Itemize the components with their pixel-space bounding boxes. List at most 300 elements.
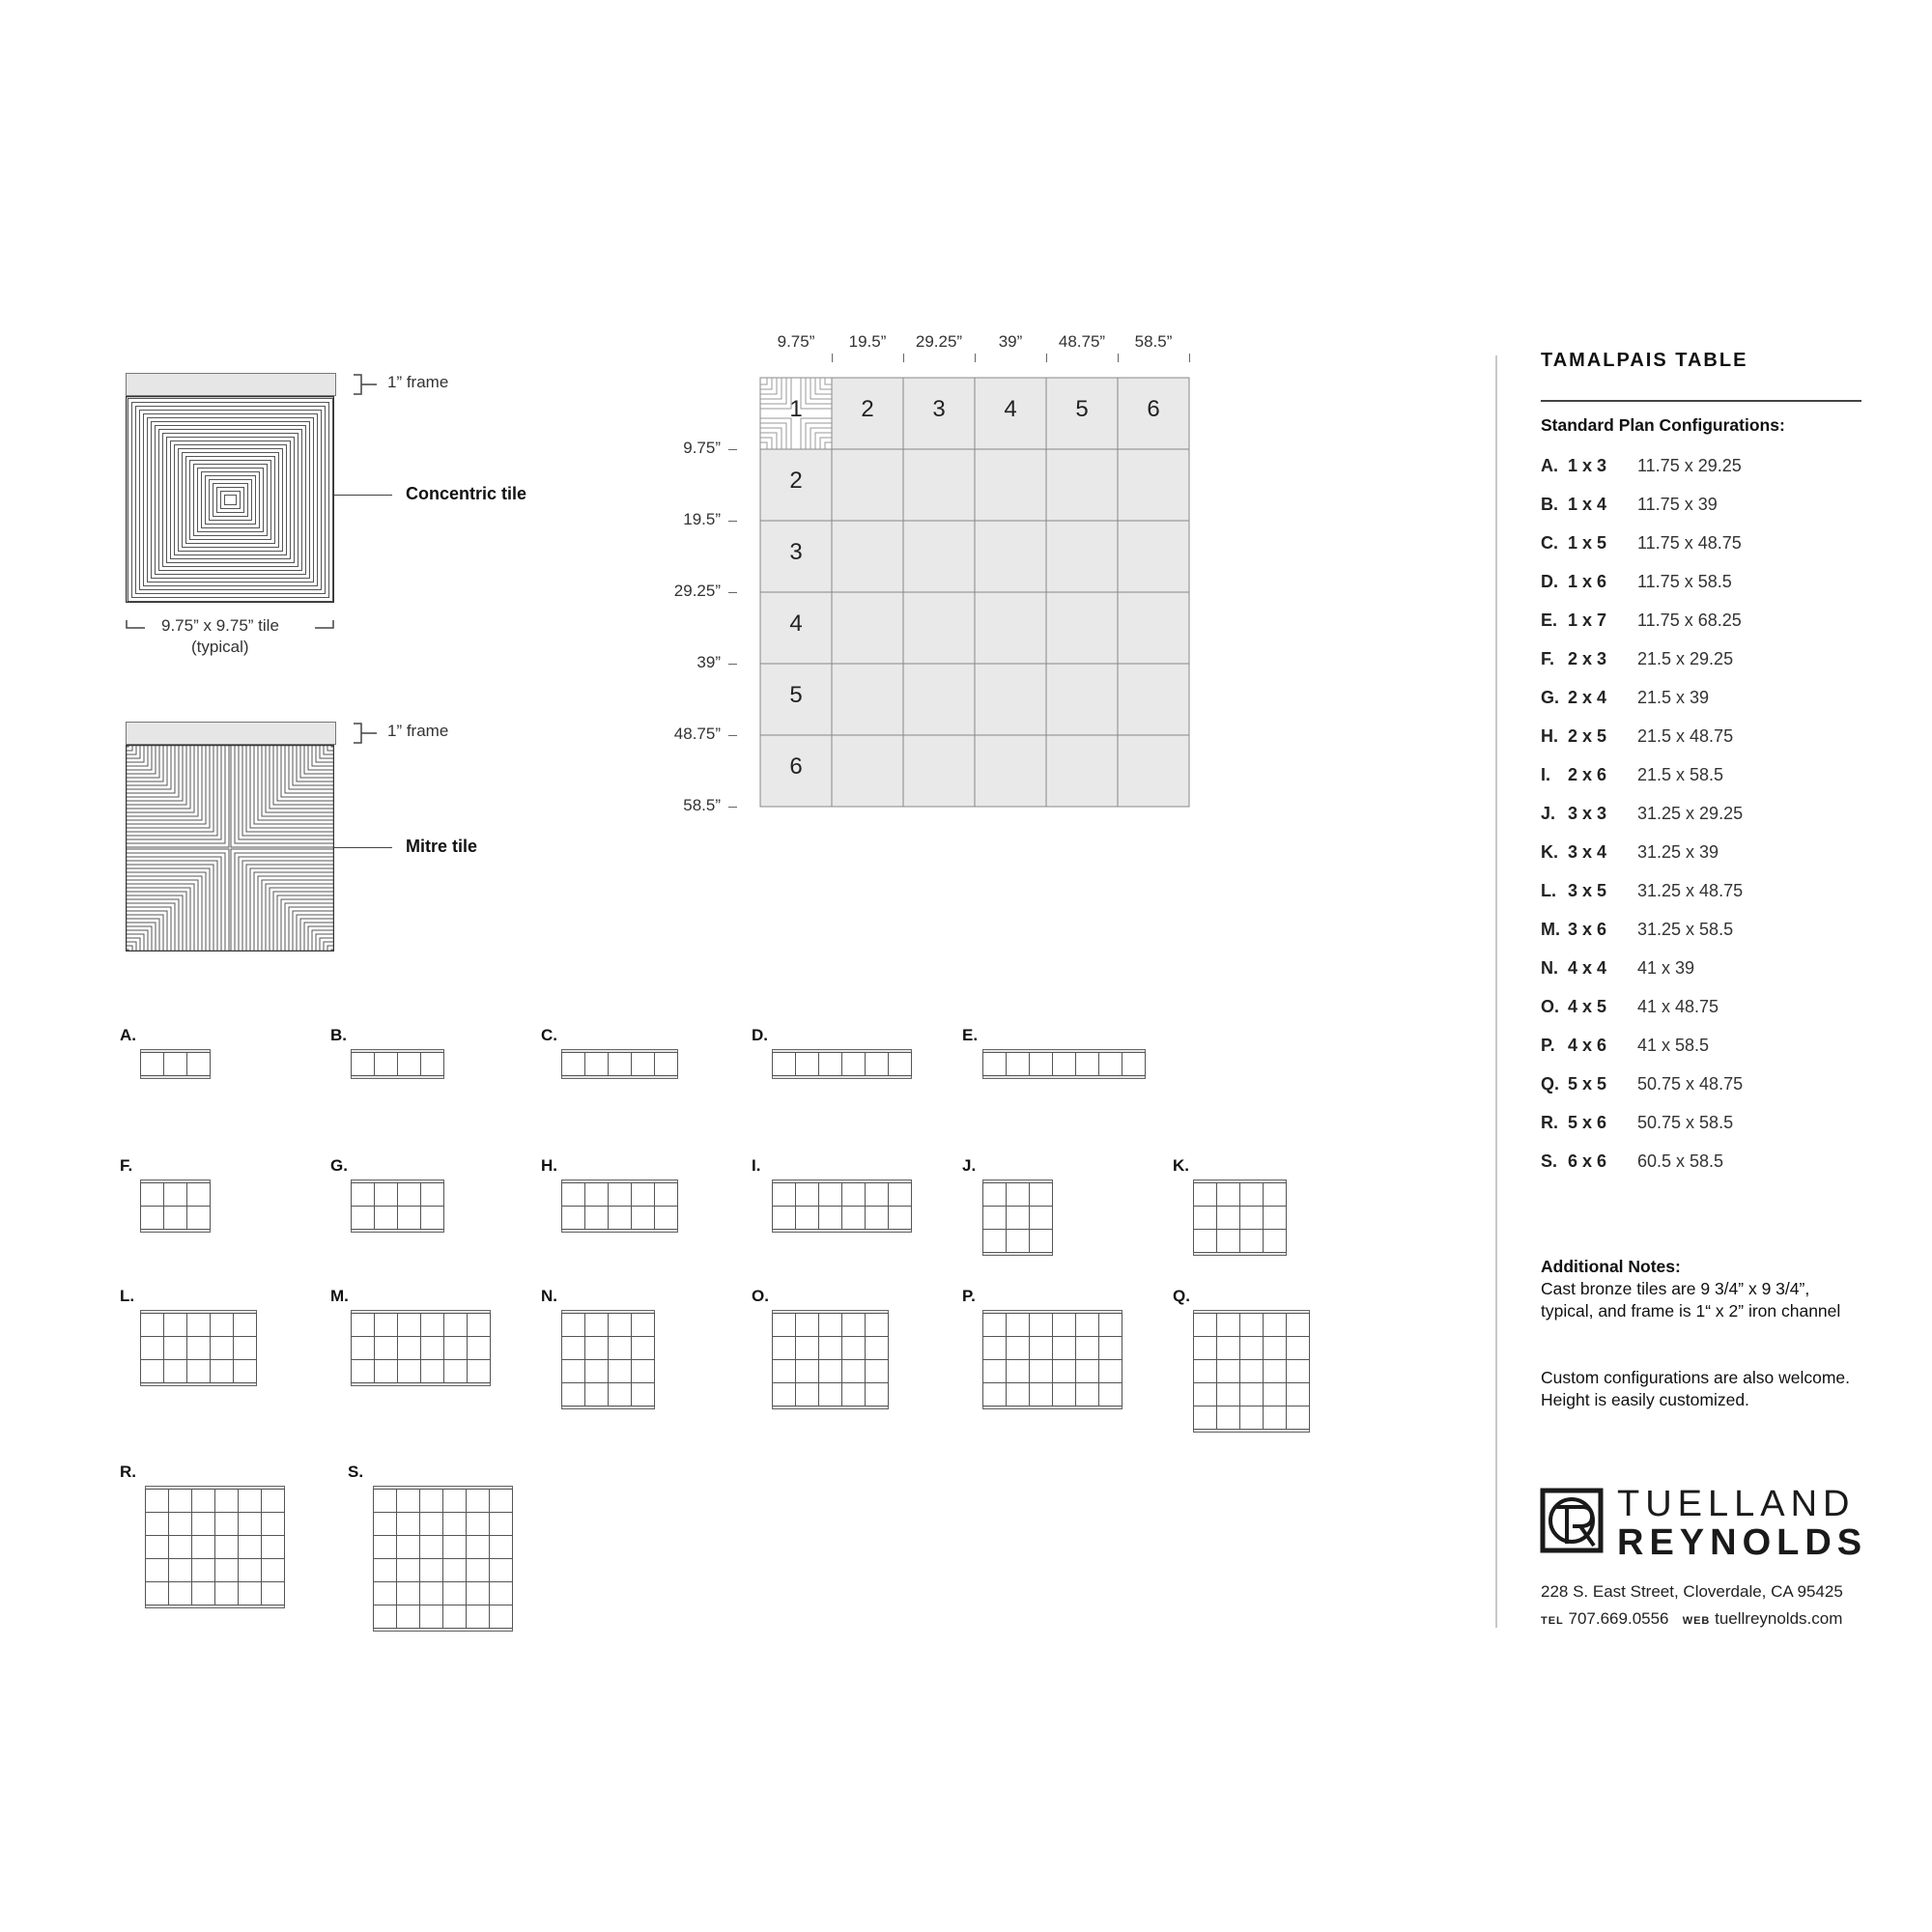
thumbnail-cell [1099, 1337, 1122, 1360]
frame-bracket-1 [352, 373, 381, 396]
plan-grid-cell [1046, 735, 1118, 807]
thumbnail-cell [1217, 1230, 1240, 1253]
thumbnail-cell [1240, 1406, 1264, 1430]
top-dimension-tick [832, 354, 833, 362]
thumbnail-cell [866, 1383, 889, 1406]
plan-grid-cell [1118, 521, 1189, 592]
thumbnail-letter: L. [120, 1287, 135, 1305]
tile-size-note: (typical) [191, 638, 249, 656]
thumbnail-letter: M. [330, 1287, 349, 1305]
top-dimension-tick [1046, 354, 1047, 362]
thumbnail-cell [490, 1559, 513, 1582]
config-row [1541, 1151, 1869, 1175]
thumbnail-cell [1217, 1337, 1240, 1360]
thumbnail-cell [1287, 1383, 1310, 1406]
top-dimension-label: 48.75” [1058, 332, 1106, 351]
thumbnail-cell [819, 1337, 842, 1360]
thumbnail-cell [141, 1314, 164, 1337]
thumbnail-cell [842, 1207, 866, 1230]
thumbnail-cell [609, 1337, 632, 1360]
config-dimensions: 11.75 x 29.25 [1637, 456, 1742, 475]
thumbnail-cell [187, 1337, 211, 1360]
thumbnail-cell [562, 1360, 585, 1383]
thumbnail-cell [420, 1582, 443, 1605]
top-dimension-label: 19.5” [848, 332, 887, 351]
thumbnail-cell [375, 1207, 398, 1230]
plan-grid-cell [1118, 592, 1189, 664]
config-row [1541, 920, 1869, 943]
logo-wordmark-line-1: TUELLAND [1617, 1484, 1856, 1524]
plan-grid-cell [1118, 664, 1189, 735]
config-dimensions: 21.5 x 48.75 [1637, 726, 1734, 746]
thumbnail-cell [352, 1053, 375, 1076]
thumbnail-letter: O. [752, 1287, 769, 1305]
thumbnail-letter: H. [541, 1156, 557, 1175]
thumbnail-cell [420, 1559, 443, 1582]
thumbnail-cell [375, 1183, 398, 1207]
thumbnail-cell [397, 1536, 420, 1559]
thumbnail-cell [468, 1337, 491, 1360]
config-dimensions: 31.25 x 48.75 [1637, 881, 1744, 900]
thumbnail-cell [1264, 1360, 1287, 1383]
thumbnail-cell [443, 1490, 467, 1513]
config-letter: N. [1541, 958, 1558, 978]
tuell-reynolds-logo-mark [1540, 1488, 1604, 1553]
thumbnail-cell [444, 1360, 468, 1383]
thumbnail-cell [192, 1582, 215, 1605]
thumbnail-cell [398, 1053, 421, 1076]
config-grid: 1 x 6 [1568, 572, 1607, 591]
thumbnail-cell [397, 1605, 420, 1629]
thumbnail-cell [773, 1053, 796, 1076]
thumbnail-cell [796, 1183, 819, 1207]
side-dimension-tick [728, 521, 737, 522]
thumbnail-cell [262, 1513, 285, 1536]
thumbnail-cell [443, 1536, 467, 1559]
thumbnail-cell [421, 1337, 444, 1360]
thumbnail-cell [632, 1183, 655, 1207]
side-dimension-label: 29.25” [673, 582, 721, 600]
config-letter: J. [1541, 804, 1556, 823]
plan-column-number: 6 [1147, 396, 1160, 422]
thumbnail-cell [1007, 1053, 1030, 1076]
plan-grid-cell [832, 735, 903, 807]
config-dimensions: 31.25 x 39 [1637, 842, 1719, 862]
thumbnail-cell [398, 1207, 421, 1230]
thumbnail-cell [796, 1053, 819, 1076]
thumbnail-cell [467, 1513, 490, 1536]
config-dimensions: 11.75 x 48.75 [1637, 533, 1742, 553]
config-letter: S. [1541, 1151, 1558, 1171]
config-grid: 2 x 6 [1568, 765, 1607, 784]
config-grid: 2 x 5 [1568, 726, 1607, 746]
thumbnail-cell [1007, 1360, 1030, 1383]
thumbnail-cell [796, 1360, 819, 1383]
config-row [1541, 495, 1869, 518]
contact-line [1541, 1609, 1842, 1629]
side-dimension-label: 39” [696, 653, 721, 671]
thumbnail-cell [796, 1383, 819, 1406]
thumbnail-cell [375, 1314, 398, 1337]
thumbnail-letter: P. [962, 1287, 976, 1305]
thumbnail-cell [187, 1314, 211, 1337]
configuration-thumbnail [140, 1310, 258, 1387]
top-dimension-label: 39” [998, 332, 1023, 351]
thumbnail-cell [443, 1605, 467, 1629]
config-letter: C. [1541, 533, 1558, 553]
thumbnail-cell [420, 1513, 443, 1536]
company-address: 228 S. East Street, Cloverdale, CA 95425 [1541, 1582, 1843, 1601]
config-row [1541, 765, 1869, 788]
thumbnail-cell [375, 1337, 398, 1360]
thumbnail-cell [1240, 1230, 1264, 1253]
frame-label-2: 1” frame [387, 722, 449, 740]
tel-label: TEL [1541, 1615, 1564, 1627]
plan-column-number: 2 [861, 396, 874, 422]
config-letter: I. [1541, 765, 1551, 784]
thumbnail-cell [1240, 1314, 1264, 1337]
thumbnail-cell [1217, 1207, 1240, 1230]
configuration-thumbnail [351, 1049, 445, 1080]
thumbnail-cell [1122, 1053, 1146, 1076]
config-row [1541, 572, 1869, 595]
thumbnail-cell [773, 1183, 796, 1207]
plan-grid-cell [975, 449, 1046, 521]
thumbnail-cell [1076, 1337, 1099, 1360]
config-row [1541, 726, 1869, 750]
thumbnail-letter: F. [120, 1156, 133, 1175]
thumbnail-cell [398, 1337, 421, 1360]
thumbnail-cell [1264, 1337, 1287, 1360]
concentric-frame-bar [126, 373, 336, 396]
configuration-thumbnail [351, 1310, 492, 1387]
thumbnail-cell [398, 1183, 421, 1207]
thumbnail-cell [444, 1337, 468, 1360]
thumbnail-cell [397, 1559, 420, 1582]
plan-grid-cell [903, 449, 975, 521]
thumbnail-cell [1264, 1183, 1287, 1207]
thumbnail-cell [1007, 1337, 1030, 1360]
thumbnail-cell [1053, 1053, 1076, 1076]
thumbnail-cell [1099, 1314, 1122, 1337]
config-grid: 5 x 5 [1568, 1074, 1607, 1094]
thumbnail-cell [632, 1383, 655, 1406]
config-grid: 1 x 5 [1568, 533, 1607, 553]
thumbnail-cell [1194, 1337, 1217, 1360]
thumbnail-cell [215, 1559, 239, 1582]
thumbnail-cell [1076, 1360, 1099, 1383]
thumbnail-cell [1217, 1314, 1240, 1337]
config-dimensions: 41 x 58.5 [1637, 1036, 1710, 1055]
thumbnail-cell [397, 1582, 420, 1605]
thumbnail-cell [609, 1183, 632, 1207]
thumbnail-cell [239, 1513, 262, 1536]
thumbnail-cell [819, 1053, 842, 1076]
concentric-tile-label: Concentric tile [406, 484, 527, 503]
thumbnail-cell [146, 1513, 169, 1536]
config-dimensions: 50.75 x 58.5 [1637, 1113, 1734, 1132]
plan-grid-cell [1118, 735, 1189, 807]
thumbnail-cell [420, 1605, 443, 1629]
config-letter: L. [1541, 881, 1556, 900]
config-dimensions: 41 x 48.75 [1637, 997, 1719, 1016]
thumbnail-cell [1287, 1406, 1310, 1430]
thumbnail-cell [1099, 1360, 1122, 1383]
thumbnail-cell [375, 1360, 398, 1383]
custom-line-2: Height is easily customized. [1541, 1390, 1749, 1409]
thumbnail-cell [398, 1360, 421, 1383]
thumbnail-letter: K. [1173, 1156, 1189, 1175]
thumbnail-cell [1030, 1230, 1053, 1253]
config-dimensions: 21.5 x 29.25 [1637, 649, 1734, 668]
thumbnail-letter: A. [120, 1026, 136, 1044]
thumbnail-cell [146, 1490, 169, 1513]
frame-label: 1” frame [387, 373, 449, 391]
thumbnail-cell [1264, 1230, 1287, 1253]
thumbnail-cell [352, 1183, 375, 1207]
thumbnail-cell [239, 1490, 262, 1513]
config-letter: F. [1541, 649, 1555, 668]
thumbnail-cell [655, 1183, 678, 1207]
thumbnail-cell [1030, 1383, 1053, 1406]
config-letter: K. [1541, 842, 1558, 862]
config-row [1541, 649, 1869, 672]
thumbnail-cell [1030, 1337, 1053, 1360]
thumbnail-cell [192, 1513, 215, 1536]
thumbnail-cell [632, 1053, 655, 1076]
configuration-thumbnail [140, 1049, 212, 1080]
thumbnail-cell [562, 1337, 585, 1360]
thumbnail-cell [842, 1337, 866, 1360]
side-dimension-tick [728, 807, 737, 808]
thumbnail-cell [1053, 1337, 1076, 1360]
plan-grid-cell [903, 521, 975, 592]
thumbnail-cell [490, 1536, 513, 1559]
plan-row-number: 2 [789, 468, 803, 494]
plan-column-number: 5 [1075, 396, 1089, 422]
configuration-thumbnail [772, 1310, 890, 1410]
thumbnail-cell [562, 1383, 585, 1406]
thumbnail-cell [1030, 1207, 1053, 1230]
plan-row-number: 3 [789, 539, 803, 565]
top-dimension-label: 58.5” [1134, 332, 1173, 351]
thumbnail-cell [352, 1207, 375, 1230]
product-title: TAMALPAIS TABLE [1541, 350, 1748, 371]
thumbnail-cell [562, 1183, 585, 1207]
thumbnail-cell [1053, 1360, 1076, 1383]
thumbnail-cell [141, 1337, 164, 1360]
thumbnail-cell [374, 1559, 397, 1582]
thumbnail-cell [1030, 1360, 1053, 1383]
thumbnail-cell [1030, 1314, 1053, 1337]
config-grid: 3 x 4 [1568, 842, 1607, 862]
web-link[interactable]: tuellreynolds.com [1715, 1609, 1843, 1628]
thumbnail-cell [655, 1053, 678, 1076]
config-grid: 3 x 3 [1568, 804, 1607, 823]
config-dimensions: 11.75 x 39 [1637, 495, 1718, 514]
config-grid: 4 x 4 [1568, 958, 1607, 978]
thumbnail-cell [819, 1383, 842, 1406]
thumbnail-cell [609, 1314, 632, 1337]
thumbnail-cell [796, 1337, 819, 1360]
thumbnail-cell [421, 1053, 444, 1076]
thumbnail-cell [443, 1582, 467, 1605]
thumbnail-cell [215, 1490, 239, 1513]
thumbnail-cell [1007, 1383, 1030, 1406]
thumbnail-cell [562, 1053, 585, 1076]
thumbnail-cell [773, 1207, 796, 1230]
mitre-leader-line [334, 847, 392, 848]
thumbnail-cell [397, 1490, 420, 1513]
thumbnail-cell [1264, 1207, 1287, 1230]
thumbnail-cell [187, 1207, 211, 1230]
thumbnail-cell [632, 1314, 655, 1337]
thumbnail-cell [146, 1582, 169, 1605]
thumbnail-cell [1076, 1383, 1099, 1406]
thumbnail-cell [352, 1360, 375, 1383]
thumbnail-cell [1007, 1183, 1030, 1207]
thumbnail-cell [467, 1490, 490, 1513]
config-row [1541, 958, 1869, 981]
config-row [1541, 1113, 1869, 1136]
config-row [1541, 688, 1869, 711]
thumbnail-cell [239, 1582, 262, 1605]
configuration-thumbnail [145, 1486, 286, 1609]
thumbnail-cell [192, 1536, 215, 1559]
thumbnail-cell [842, 1383, 866, 1406]
plan-grid-cell [975, 592, 1046, 664]
thumbnail-letter: I. [752, 1156, 761, 1175]
thumbnail-cell [1217, 1406, 1240, 1430]
thumbnail-cell [983, 1230, 1007, 1253]
thumbnail-letter: S. [348, 1463, 364, 1481]
thumbnail-cell [1240, 1383, 1264, 1406]
config-dimensions: 11.75 x 68.25 [1637, 611, 1742, 630]
thumbnail-cell [374, 1513, 397, 1536]
config-row [1541, 1074, 1869, 1097]
thumbnail-cell [420, 1536, 443, 1559]
thumbnail-cell [421, 1183, 444, 1207]
thumbnail-cell [1194, 1207, 1217, 1230]
thumbnail-cell [468, 1360, 491, 1383]
thumbnail-cell [1194, 1314, 1217, 1337]
plan-grid-cell [975, 735, 1046, 807]
thumbnail-cell [421, 1360, 444, 1383]
sidebar-divider [1495, 355, 1497, 1628]
thumbnail-cell [609, 1360, 632, 1383]
plan-column-number: 4 [1004, 396, 1017, 422]
config-row [1541, 611, 1869, 634]
thumbnail-cell [374, 1536, 397, 1559]
thumbnail-cell [1287, 1314, 1310, 1337]
side-dimension-tick [728, 592, 737, 593]
top-dimension-label: 9.75” [777, 332, 815, 351]
config-letter: H. [1541, 726, 1558, 746]
thumbnail-cell [239, 1536, 262, 1559]
thumbnail-cell [1287, 1360, 1310, 1383]
thumbnail-cell [585, 1053, 609, 1076]
thumbnail-cell [866, 1207, 889, 1230]
config-dimensions: 21.5 x 39 [1637, 688, 1710, 707]
configuration-thumbnail [561, 1310, 656, 1410]
thumbnail-cell [1076, 1314, 1099, 1337]
plan-grid-cell [903, 664, 975, 735]
thumbnail-cell [187, 1183, 211, 1207]
plan-row-number: 5 [789, 682, 803, 708]
notes-line-1: Cast bronze tiles are 9 3/4” x 9 3/4”, [1541, 1279, 1810, 1298]
thumbnail-cell [632, 1207, 655, 1230]
thumbnail-cell [169, 1582, 192, 1605]
thumbnail-cell [983, 1360, 1007, 1383]
additional-notes [1541, 1256, 1889, 1322]
config-grid: 2 x 3 [1568, 649, 1607, 668]
config-row [1541, 804, 1869, 827]
thumbnail-letter: D. [752, 1026, 768, 1044]
top-dimension-tick [1118, 354, 1119, 362]
thumbnail-cell [398, 1314, 421, 1337]
logo-wordmark-line-2: REYNOLDS [1617, 1522, 1868, 1563]
configuration-thumbnail [1193, 1179, 1288, 1257]
configuration-thumbnail [373, 1486, 514, 1633]
thumbnail-cell [234, 1314, 257, 1337]
thumbnail-cell [211, 1314, 234, 1337]
config-grid: 4 x 5 [1568, 997, 1607, 1016]
configuration-thumbnail [561, 1179, 679, 1234]
plan-grid-cell [975, 664, 1046, 735]
thumbnail-cell [164, 1207, 187, 1230]
plan-grid-cell [975, 521, 1046, 592]
thumbnail-cell [866, 1314, 889, 1337]
thumbnail-cell [585, 1207, 609, 1230]
plan-grid-cell [832, 521, 903, 592]
thumbnail-cell [1217, 1360, 1240, 1383]
config-dimensions: 50.75 x 48.75 [1637, 1074, 1744, 1094]
thumbnail-cell [773, 1360, 796, 1383]
thumbnail-cell [397, 1513, 420, 1536]
thumbnail-cell [262, 1559, 285, 1582]
side-dimension-label: 48.75” [673, 724, 721, 743]
configuration-thumbnail [982, 1049, 1147, 1080]
thumbnail-cell [421, 1207, 444, 1230]
side-dimension-label: 9.75” [683, 439, 721, 457]
thumbnail-letter: G. [330, 1156, 348, 1175]
thumbnail-cell [983, 1207, 1007, 1230]
custom-note [1541, 1367, 1889, 1411]
config-row [1541, 533, 1869, 556]
thumbnail-cell [609, 1053, 632, 1076]
plan-grid-cell [903, 592, 975, 664]
thumbnail-cell [192, 1490, 215, 1513]
thumbnail-cell [1053, 1314, 1076, 1337]
thumbnail-cell [1194, 1383, 1217, 1406]
thumbnail-cell [889, 1207, 912, 1230]
thumbnail-cell [234, 1360, 257, 1383]
thumbnail-letter: N. [541, 1287, 557, 1305]
thumbnail-cell [467, 1582, 490, 1605]
thumbnail-cell [262, 1536, 285, 1559]
thumbnail-cell [983, 1183, 1007, 1207]
mitre-tile-drawing [126, 745, 334, 952]
configuration-thumbnail [772, 1049, 913, 1080]
config-row [1541, 881, 1869, 904]
config-letter: D. [1541, 572, 1558, 591]
side-dimension-label: 58.5” [683, 796, 721, 814]
thumbnail-cell [211, 1337, 234, 1360]
config-letter: Q. [1541, 1074, 1560, 1094]
plan-grid-cell [832, 592, 903, 664]
frame-bracket-2 [352, 722, 381, 745]
thumbnail-cell [819, 1360, 842, 1383]
